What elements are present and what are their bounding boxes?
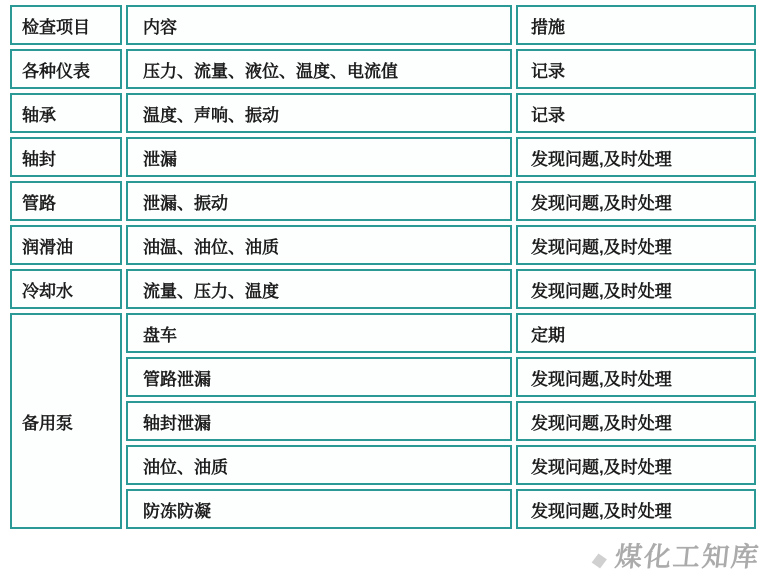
cell-content: 油位、油质 — [126, 445, 512, 485]
table-row — [10, 313, 756, 353]
cell-content: 压力、流量、液位、温度、电流值 — [126, 49, 512, 89]
cell-action: 记录 — [516, 49, 756, 89]
header-cell-action: 措施 — [516, 5, 756, 45]
table-row — [10, 225, 756, 265]
watermark-text: 煤化工知库 — [613, 542, 762, 572]
cell-item: 轴承 — [10, 93, 122, 133]
table-row — [10, 181, 756, 221]
cell-content: 泄漏 — [126, 137, 512, 177]
table-row — [10, 137, 756, 177]
cell-item: 轴封 — [10, 137, 122, 177]
cell-content: 油温、油位、油质 — [126, 225, 512, 265]
cell-action: 发现问题,及时处理 — [516, 269, 756, 309]
cell-item: 润滑油 — [10, 225, 122, 265]
cell-action: 发现问题,及时处理 — [516, 137, 756, 177]
cell-action: 发现问题,及时处理 — [516, 401, 756, 441]
cell-action: 发现问题,及时处理 — [516, 181, 756, 221]
cell-item: 各种仪表 — [10, 49, 122, 89]
cell-content: 管路泄漏 — [126, 357, 512, 397]
watermark-logo-icon: ◆ — [589, 547, 610, 573]
cell-action: 发现问题,及时处理 — [516, 225, 756, 265]
header-cell-content: 内容 — [126, 5, 512, 45]
cell-content: 防冻防凝 — [126, 489, 512, 529]
table-header-row — [10, 5, 756, 45]
header-cell-item: 检查项目 — [10, 5, 122, 45]
inspection-table — [6, 1, 760, 533]
cell-item: 冷却水 — [10, 269, 122, 309]
cell-item-spare-pump: 备用泵 — [10, 313, 122, 529]
cell-content: 泄漏、振动 — [126, 181, 512, 221]
cell-content: 温度、声响、振动 — [126, 93, 512, 133]
cell-item: 管路 — [10, 181, 122, 221]
table-row — [10, 269, 756, 309]
cell-action: 记录 — [516, 93, 756, 133]
cell-content: 盘车 — [126, 313, 512, 353]
table-row — [10, 49, 756, 89]
cell-action: 发现问题,及时处理 — [516, 445, 756, 485]
table-row — [10, 93, 756, 133]
cell-action: 发现问题,及时处理 — [516, 357, 756, 397]
cell-content: 轴封泄漏 — [126, 401, 512, 441]
cell-action: 定期 — [516, 313, 756, 353]
watermark — [590, 535, 762, 574]
cell-action: 发现问题,及时处理 — [516, 489, 756, 529]
cell-content: 流量、压力、温度 — [126, 269, 512, 309]
